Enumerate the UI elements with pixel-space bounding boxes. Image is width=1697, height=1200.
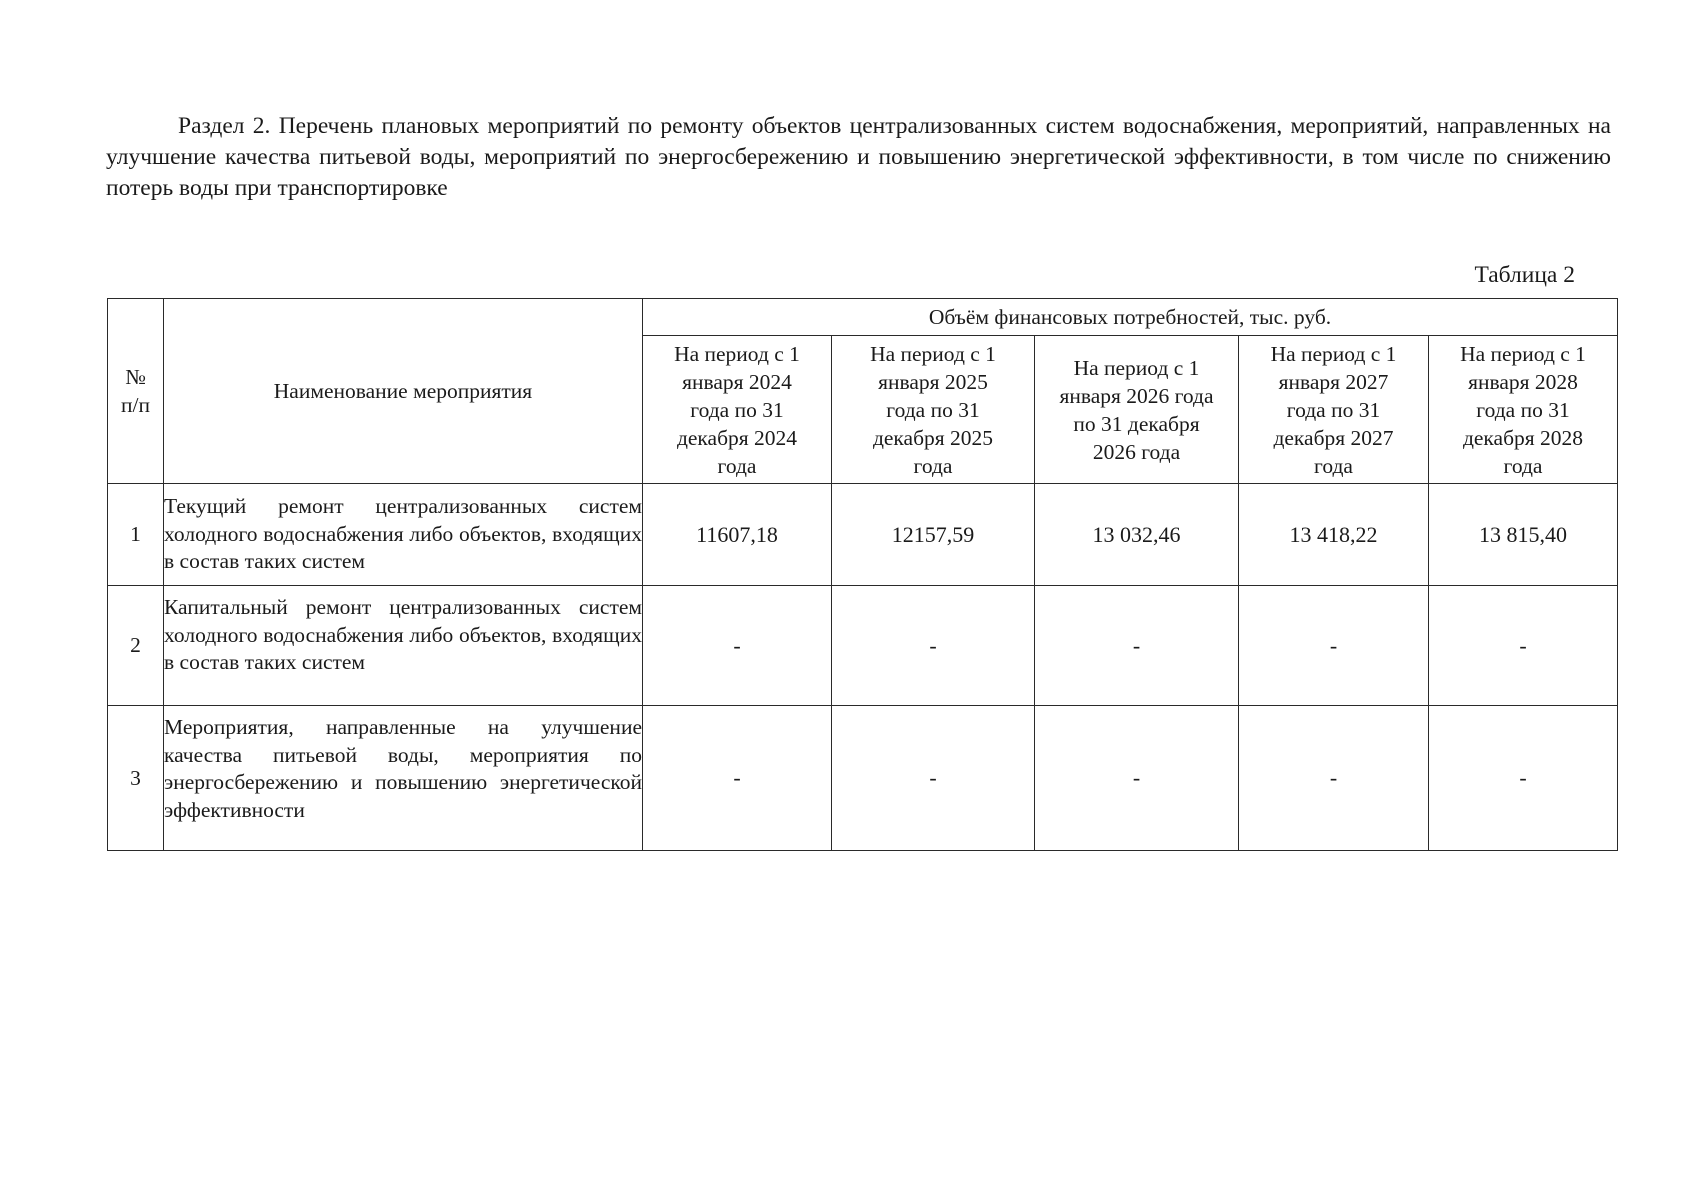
row-value-2027: -	[1239, 586, 1429, 706]
row-value-2025: -	[832, 706, 1035, 851]
header-period-2027	[1239, 336, 1429, 484]
row-value-2025: -	[832, 586, 1035, 706]
row-value-2024: -	[643, 586, 832, 706]
header-num	[108, 299, 164, 484]
header-period-2025	[832, 336, 1035, 484]
header-period-2028	[1429, 336, 1618, 484]
header-name: Наименование мероприятия	[164, 299, 643, 484]
row-num: 2	[108, 586, 164, 706]
period-label: На период с 1 января 2027 года по 31 декабря 2027 года	[1270, 341, 1397, 478]
row-name: Мероприятия, направленные на улучшение качества питьевой воды, мероприятия по энергосбережению и повышению энергетической эффективности	[164, 706, 643, 851]
row-value-2024: 11607,18	[643, 484, 832, 586]
section-heading: Раздел 2. Перечень плановых мероприятий по ремонту объектов централизованных систем водоснабжения, мероприятий, направленных на улучшение качества питьевой воды, мероприятий по энергосбережению и повышению энергетической эффективности, в том числе по снижению потерь воды при транспортировке	[106, 113, 1611, 201]
table-row	[108, 706, 1618, 851]
row-value-2027: 13 418,22	[1239, 484, 1429, 586]
table-body	[108, 484, 1618, 851]
header-row-top	[108, 299, 1618, 336]
row-name: Текущий ремонт централизованных систем холодного водоснабжения либо объектов, входящих в состав таких систем	[164, 484, 643, 586]
row-num: 3	[108, 706, 164, 851]
table-row	[108, 484, 1618, 586]
row-value-2025: 12157,59	[832, 484, 1035, 586]
financial-needs-table	[107, 298, 1618, 851]
row-value-2024: -	[643, 706, 832, 851]
header-num-label: № п/п	[121, 365, 150, 417]
period-label: На период с 1 января 2024 года по 31 декабря 2024 года	[674, 341, 800, 478]
header-period-2026	[1035, 336, 1239, 484]
table-label: Таблица 2	[1474, 262, 1575, 288]
row-value-2026: -	[1035, 586, 1239, 706]
header-period-2024	[643, 336, 832, 484]
row-value-2028: -	[1429, 586, 1618, 706]
row-num: 1	[108, 484, 164, 586]
period-label: На период с 1 января 2028 года по 31 декабря 2028 года	[1460, 341, 1586, 478]
period-label: На период с 1 января 2025 года по 31 декабря 2025 года	[870, 341, 996, 478]
row-value-2028: 13 815,40	[1429, 484, 1618, 586]
period-label: На период с 1 января 2026 года по 31 декабря 2026 года	[1059, 355, 1214, 464]
table-row	[108, 586, 1618, 706]
header-group: Объём финансовых потребностей, тыс. руб.	[643, 299, 1618, 336]
row-value-2026: -	[1035, 706, 1239, 851]
row-value-2027: -	[1239, 706, 1429, 851]
row-name: Капитальный ремонт централизованных систем холодного водоснабжения либо объектов, входящих в состав таких систем	[164, 586, 643, 706]
row-value-2028: -	[1429, 706, 1618, 851]
table-header	[108, 299, 1618, 484]
row-value-2026: 13 032,46	[1035, 484, 1239, 586]
